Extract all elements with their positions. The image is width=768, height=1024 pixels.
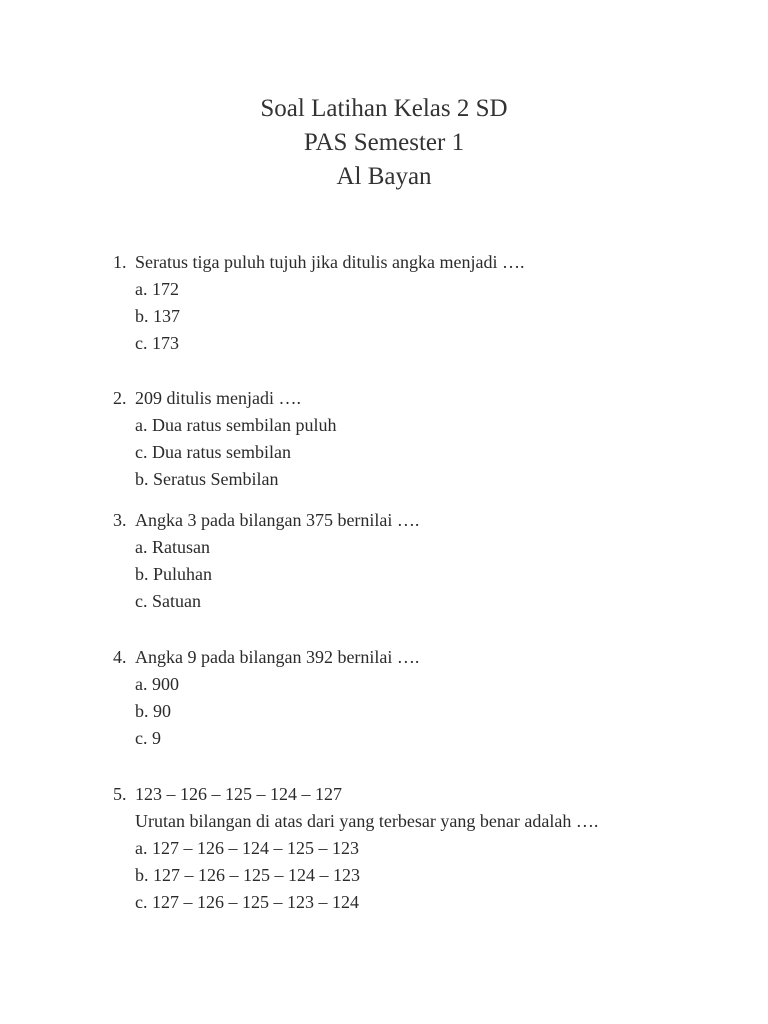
- question-stem: [113, 507, 713, 534]
- option-a: a. 900: [135, 674, 179, 694]
- question-number: 2.: [113, 388, 127, 408]
- question-number: 1.: [113, 252, 127, 272]
- question-number: 4.: [113, 647, 127, 667]
- option-a: a. 127 – 126 – 124 – 125 – 123: [135, 838, 359, 858]
- option-c: c. Dua ratus sembilan: [135, 442, 291, 462]
- option-b: b. Puluhan: [135, 564, 213, 584]
- question-text: Seratus tiga puluh tujuh jika ditulis angka menjadi ….: [135, 252, 525, 272]
- question-stem: [113, 781, 713, 808]
- document-title: [0, 92, 768, 194]
- title-line-1: Soal Latihan Kelas 2 SD: [260, 95, 508, 122]
- option-b: b. Seratus Sembilan: [135, 469, 279, 489]
- title-line-2: PAS Semester 1: [303, 129, 465, 156]
- question-4: [113, 644, 713, 752]
- question-stem: [113, 249, 713, 276]
- option-b: b. 127 – 126 – 125 – 124 – 123: [135, 865, 360, 885]
- question-1: [113, 249, 713, 357]
- option-c: c. Satuan: [135, 591, 201, 611]
- question-number: 5.: [113, 784, 127, 804]
- option-b: b. 137: [135, 306, 180, 326]
- question-number: 3.: [113, 510, 127, 530]
- question-text: Angka 9 pada bilangan 392 bernilai ….: [135, 647, 420, 667]
- option-a: a. 172: [135, 279, 179, 299]
- option-a: a. Dua ratus sembilan puluh: [135, 415, 337, 435]
- question-3: [113, 507, 713, 615]
- question-stem: [113, 644, 713, 671]
- option-c: c. 173: [135, 333, 179, 353]
- option-a: a. Ratusan: [135, 537, 210, 557]
- question-text: 209 ditulis menjadi ….: [135, 388, 301, 408]
- option-c: c. 127 – 126 – 125 – 123 – 124: [135, 892, 359, 912]
- question-2: [113, 385, 713, 493]
- question-stem: [113, 385, 713, 412]
- question-5: [113, 781, 713, 916]
- option-c: c. 9: [135, 728, 161, 748]
- question-text: Angka 3 pada bilangan 375 bernilai ….: [135, 510, 420, 530]
- title-line-3: Al Bayan: [336, 163, 432, 190]
- question-text: 123 – 126 – 125 – 124 – 127: [135, 784, 342, 804]
- question-subtext: Urutan bilangan di atas dari yang terbesar yang benar adalah ….: [135, 811, 599, 831]
- option-b: b. 90: [135, 701, 171, 721]
